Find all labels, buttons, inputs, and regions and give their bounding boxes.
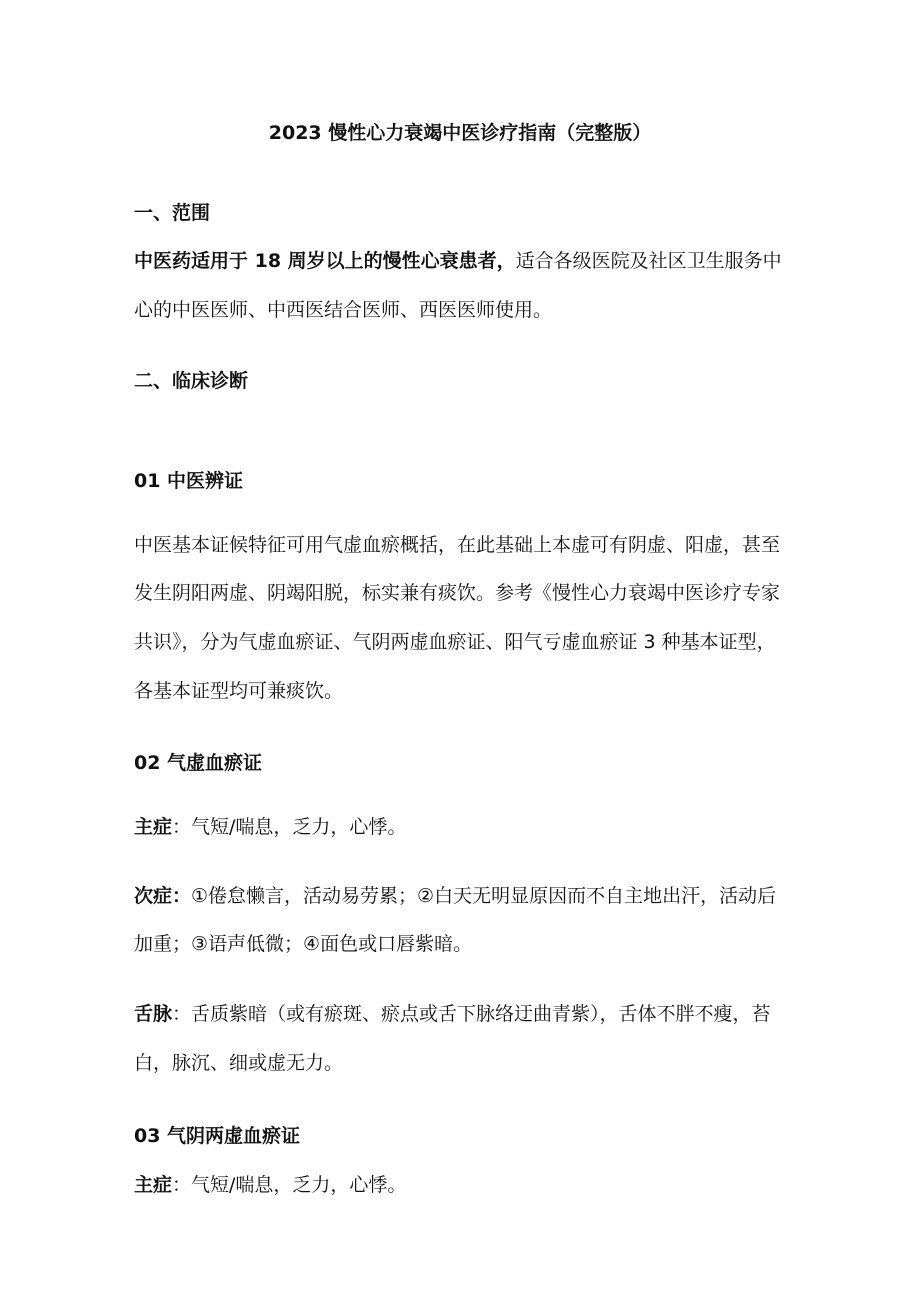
sub01-line2: 发生阴阳两虚、阴竭阳脱，标实兼有痰饮。参考《慢性心力衰竭中医诊疗专家	[134, 582, 781, 604]
sub02-tongue-line1	[134, 1000, 824, 1028]
sub02-tongue-label: 舌脉	[134, 1003, 173, 1025]
sub02-tongue-line2: 白，脉沉、细或虚无力。	[134, 1052, 344, 1074]
sub02-tongue-text: ：舌质紫暗（或有瘀斑、瘀点或舌下脉络迂曲青紫），舌体不胖不瘦，苔	[172, 1003, 771, 1025]
sub01-line1: 中医基本证候特征可用气虚血瘀概括，在此基础上本虚可有阴虚、阳虚，甚至	[134, 534, 781, 556]
sub02-secondary-label: 次症：	[134, 885, 192, 907]
sub02-main-symptom	[134, 813, 824, 841]
sub01-line3: 共识》，分为气虚血瘀证、气阴两虚血瘀证、阳气亏虚血瘀证 3 种基本证型，	[134, 631, 776, 653]
document-title: 2023 慢性心力衰竭中医诊疗指南（完整版）	[268, 122, 652, 144]
sub-heading-02: 02 气虚血瘀证	[134, 752, 263, 774]
sub03-main-label: 主症	[134, 1174, 173, 1196]
sub02-secondary-line2: 加重；③语声低微；④面色或口唇紫暗。	[134, 933, 473, 955]
sub-heading-01: 01 中医辨证	[134, 470, 244, 492]
sub-heading-03: 03 气阴两虚血瘀证	[134, 1125, 301, 1147]
sub03-main-symptom	[134, 1171, 824, 1199]
sub02-main-text: ：气短/喘息，乏力，心悸。	[172, 816, 407, 838]
scope-bold-text: 中医药适用于 18 周岁以上的慢性心衰患者，	[134, 250, 516, 272]
scope-paragraph	[134, 247, 824, 275]
sub02-secondary-line1	[134, 882, 824, 910]
scope-text: 适合各级医院及社区卫生服务中	[515, 250, 782, 272]
section-heading-scope: 一、范围	[134, 202, 211, 224]
section-heading-diagnosis: 二、临床诊断	[134, 370, 249, 392]
sub01-line4: 各基本证型均可兼痰饮。	[134, 680, 344, 702]
sub02-main-label: 主症	[134, 816, 173, 838]
scope-paragraph-line2: 心的中医医师、中西医结合医师、西医医师使用。	[134, 299, 553, 321]
sub03-main-text: ：气短/喘息，乏力，心悸。	[172, 1174, 407, 1196]
sub02-secondary-text: ①倦怠懒言，活动易劳累；②白天无明显原因而不自主地出汗，活动后	[191, 885, 777, 907]
scope-paragraph-line1	[134, 247, 824, 275]
